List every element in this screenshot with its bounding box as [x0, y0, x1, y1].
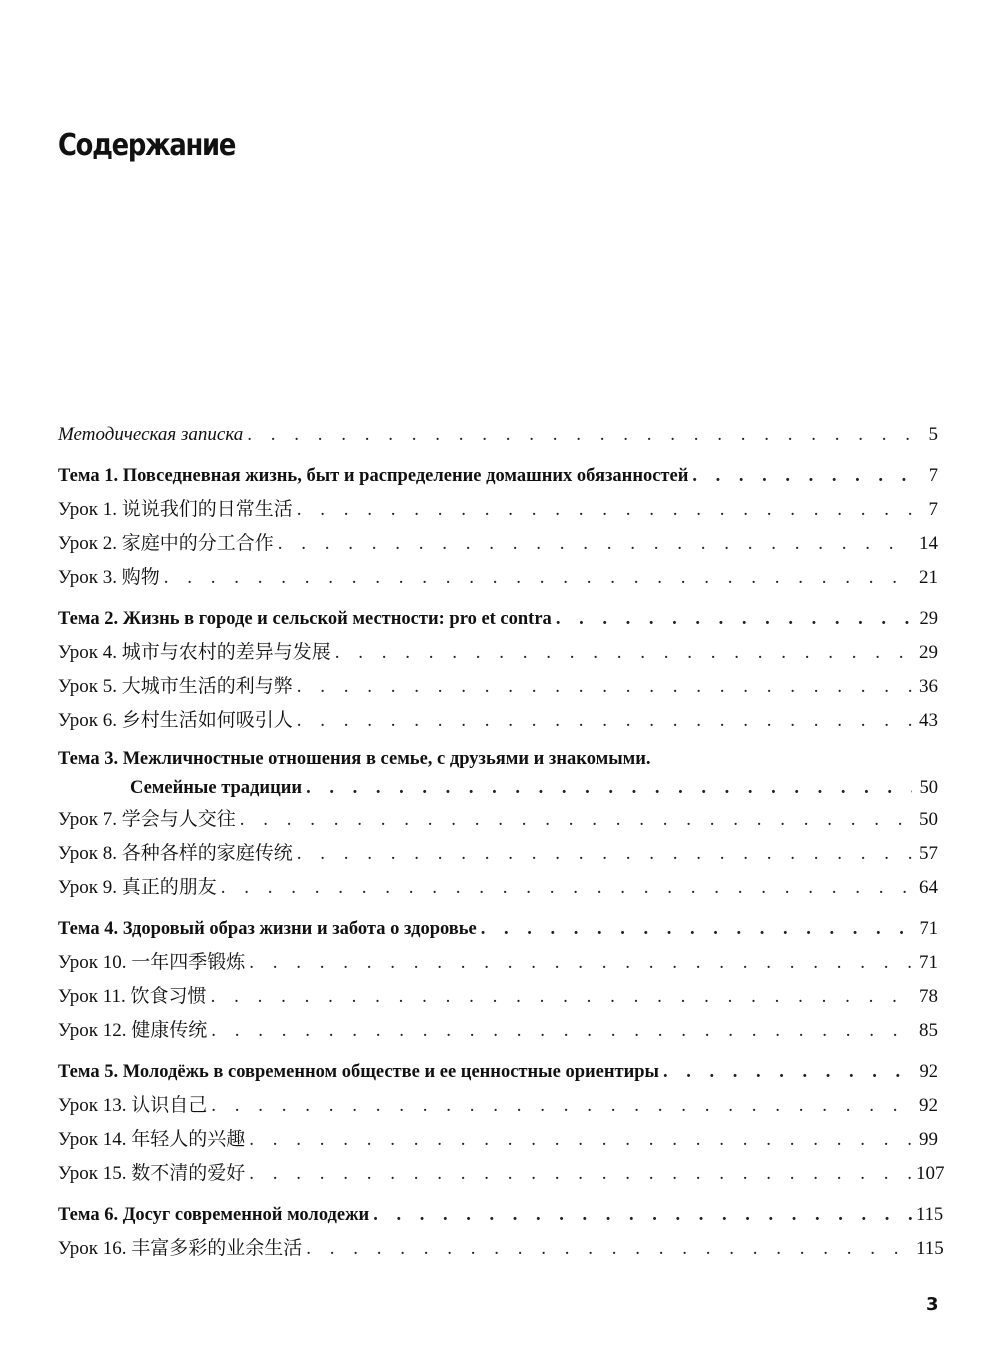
- toc-lesson-label: Урок 12. 健康传统: [58, 1020, 208, 1041]
- dot-leader: [211, 980, 912, 1014]
- toc-entry-label: Методическая записка: [58, 424, 244, 445]
- toc-lesson-10[interactable]: [58, 946, 938, 980]
- dot-leader: [278, 527, 912, 561]
- toc-page-number: 21: [919, 567, 938, 588]
- toc-lesson-8[interactable]: [58, 837, 938, 871]
- toc-page-number: 43: [919, 710, 938, 731]
- toc-lesson-6[interactable]: [58, 704, 938, 738]
- toc-page-number: 71: [919, 919, 938, 939]
- toc-lesson-13[interactable]: [58, 1089, 938, 1123]
- toc-topic-label: Тема 2. Жизнь в городе и сельской местности: pro et contra: [58, 609, 552, 629]
- toc-topic-label: Тема 5. Молодёжь в современном обществе и ее ценностные ориентиры: [58, 1062, 660, 1082]
- dot-leader: [297, 493, 912, 527]
- toc-lesson-11[interactable]: [58, 980, 938, 1014]
- toc-lesson-label: Урок 1. 说说我们的日常生活: [58, 499, 293, 520]
- toc-lesson-9[interactable]: [58, 871, 938, 905]
- toc-lesson-label: Урок 4. 城市与农村的差异与发展: [58, 642, 331, 663]
- toc-page-number: 107: [916, 1163, 945, 1184]
- toc-lesson-label: Урок 14. 年轻人的兴趣: [58, 1129, 246, 1150]
- toc-lesson-label: Урок 5. 大城市生活的利与弊: [58, 676, 293, 697]
- dot-leader: [249, 946, 912, 980]
- table-of-contents: [58, 418, 945, 1266]
- toc-lesson-1[interactable]: [58, 493, 938, 527]
- dot-leader: [164, 561, 912, 595]
- toc-lesson-14[interactable]: [58, 1123, 938, 1157]
- toc-topic-2[interactable]: [58, 602, 938, 636]
- toc-lesson-label: Урок 16. 丰富多彩的业余生活: [58, 1238, 303, 1259]
- toc-lesson-5[interactable]: [58, 670, 938, 704]
- toc-page-number: 85: [919, 1020, 938, 1041]
- dot-leader: [306, 773, 912, 803]
- toc-lesson-16[interactable]: [58, 1232, 944, 1266]
- toc-page-number: 36: [919, 676, 938, 697]
- toc-lesson-7[interactable]: [58, 803, 938, 837]
- toc-lesson-label: Урок 8. 各种各样的家庭传统: [58, 843, 293, 864]
- toc-topic-3[interactable]: [58, 745, 938, 803]
- toc-topic-5[interactable]: [58, 1055, 938, 1089]
- dot-leader: [247, 418, 912, 452]
- toc-page-number: 92: [919, 1062, 938, 1082]
- dot-leader: [240, 803, 912, 837]
- toc-topic-label: Тема 3. Межличностные отношения в семье, с друзьями и знакомыми.: [58, 749, 651, 769]
- dot-leader: [221, 871, 912, 905]
- toc-lesson-label: Урок 3. 购物: [58, 567, 160, 588]
- toc-page-number: 7: [928, 466, 938, 486]
- toc-page-number: 29: [919, 609, 938, 629]
- toc-lesson-label: Урок 10. 一年四季锻炼: [58, 952, 246, 973]
- toc-page-number: 64: [919, 877, 938, 898]
- toc-page-number: 99: [919, 1129, 938, 1150]
- toc-page-number: 29: [919, 642, 938, 663]
- toc-page-number: 50: [919, 778, 938, 798]
- toc-topic-6[interactable]: [58, 1198, 944, 1232]
- dot-leader: [335, 636, 912, 670]
- dot-leader: [556, 602, 912, 636]
- toc-page-number: 50: [919, 809, 938, 830]
- dot-leader: [692, 459, 912, 493]
- toc-lesson-label: Урок 6. 乡村生活如何吸引人: [58, 710, 293, 731]
- toc-lesson-label: Урок 15. 数不清的爱好: [58, 1163, 246, 1184]
- dot-leader: [297, 670, 912, 704]
- toc-topic-label: Тема 1. Повседневная жизнь, быт и распределение домашних обязанностей: [58, 466, 689, 486]
- toc-lesson-label: Урок 13. 认识自己: [58, 1095, 208, 1116]
- dot-leader: [211, 1089, 912, 1123]
- toc-page-number: 71: [919, 952, 938, 973]
- toc-page-number: 57: [919, 843, 938, 864]
- dot-leader: [306, 1232, 912, 1266]
- toc-entry-intro[interactable]: [58, 418, 938, 452]
- dot-leader: [663, 1055, 912, 1089]
- toc-lesson-15[interactable]: [58, 1157, 945, 1191]
- toc-topic-label: Тема 4. Здоровый образ жизни и забота о здоровье: [58, 919, 477, 939]
- toc-lesson-2[interactable]: [58, 527, 938, 561]
- toc-topic-1[interactable]: [58, 459, 938, 493]
- toc-topic-label: Тема 6. Досуг современной молодежи: [58, 1205, 370, 1225]
- toc-lesson-label: Урок 9. 真正的朋友: [58, 877, 217, 898]
- page-title: Содержание: [58, 128, 236, 163]
- toc-lesson-4[interactable]: [58, 636, 938, 670]
- dot-leader: [249, 1157, 912, 1191]
- dot-leader: [481, 912, 912, 946]
- toc-topic-label-continued: [58, 773, 938, 803]
- toc-page-number: 14: [919, 533, 938, 554]
- toc-lesson-label: Урок 2. 家庭中的分工合作: [58, 533, 274, 554]
- toc-page-number: 92: [919, 1095, 938, 1116]
- dot-leader: [297, 837, 912, 871]
- dot-leader: [373, 1198, 912, 1232]
- dot-leader: [249, 1123, 912, 1157]
- toc-page-number: 115: [916, 1205, 944, 1225]
- toc-lesson-3[interactable]: [58, 561, 938, 595]
- toc-page-number: 78: [919, 986, 938, 1007]
- toc-page-number: 5: [928, 424, 938, 445]
- toc-page-number: 115: [916, 1238, 944, 1259]
- toc-page-number: 7: [928, 499, 938, 520]
- toc-topic-4[interactable]: [58, 912, 938, 946]
- toc-lesson-12[interactable]: [58, 1014, 938, 1048]
- toc-lesson-label: Урок 11. 饮食习惯: [58, 986, 207, 1007]
- toc-topic-label-line2: Семейные традиции: [130, 778, 303, 798]
- dot-leader: [297, 704, 912, 738]
- toc-lesson-label: Урок 7. 学会与人交往: [58, 809, 236, 830]
- dot-leader: [211, 1014, 912, 1048]
- page-number: 3: [926, 1294, 939, 1315]
